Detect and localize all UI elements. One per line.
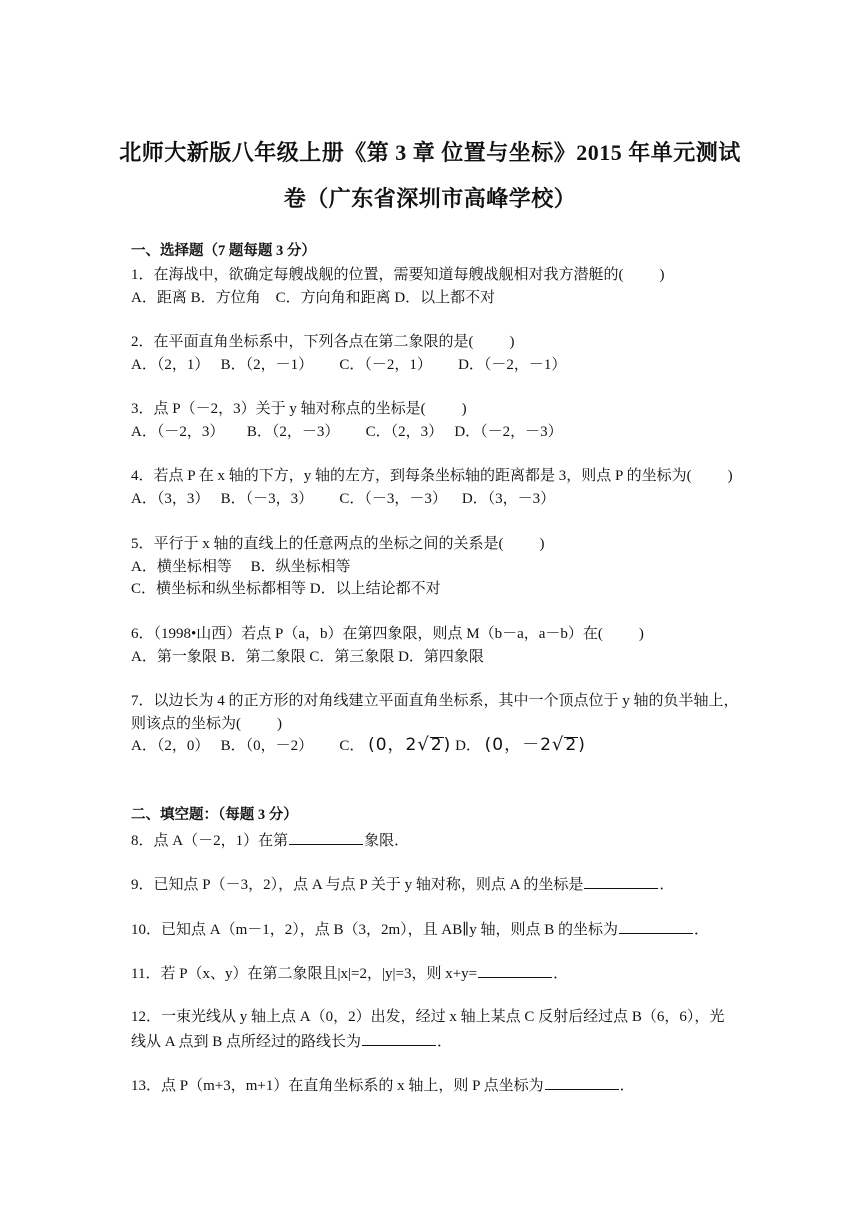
question-9 bbox=[131, 874, 674, 894]
question-6-options: A．第一象限 B．第二象限 C．第三象限 D．第四象限 bbox=[131, 649, 484, 665]
question-11-suffix: ． bbox=[553, 966, 569, 982]
option-d-radicand: 2 bbox=[565, 735, 578, 755]
question-3-stem bbox=[131, 400, 467, 418]
question-12-text: 线从 A 点到 B 点所经过的路线长为 bbox=[131, 1034, 362, 1050]
exam-title-line-2: 卷（广东省深圳市高峰学校） bbox=[283, 186, 577, 211]
question-7-stem-line-1: 7．以边长为 4 的正方形的对角线建立平面直角坐标系，其中一个顶点位于 y 轴的负半轴上， bbox=[131, 693, 739, 709]
question-2-stem bbox=[131, 333, 515, 351]
answer-blank[interactable] bbox=[584, 874, 658, 889]
question-2-text: 2．在平面直角坐标系中，下列各点在第二象限的是( bbox=[131, 334, 474, 350]
question-6-paren-close: ) bbox=[638, 626, 644, 642]
question-13 bbox=[131, 1075, 635, 1095]
question-7-options bbox=[131, 736, 586, 755]
radical-sign: √ bbox=[551, 734, 565, 755]
section-heading-choice: 一、选择题（7 题每题 3 分） bbox=[131, 243, 316, 259]
question-1-paren-close: ) bbox=[659, 267, 665, 283]
question-5-text: 5．平行于 x 轴的直线上的任意两点的坐标之间的关系是( bbox=[131, 536, 504, 552]
question-12-suffix: ． bbox=[437, 1034, 453, 1050]
question-8-text: 8．点 A（－2，1）在第 bbox=[131, 833, 289, 849]
question-9-text: 9．已知点 P（－3，2），点 A 与点 P 关于 y 轴对称，则点 A 的坐标是 bbox=[131, 877, 584, 893]
question-4-stem bbox=[131, 467, 733, 485]
question-11-text: 11．若 P（x、y）在第二象限且|x|=2，|y|=3，则 x+y= bbox=[131, 966, 478, 982]
exam-title-line-1: 北师大新版八年级上册《第 3 章 位置与坐标》2015 年单元测试 bbox=[119, 140, 741, 165]
question-11 bbox=[131, 963, 568, 983]
question-10-text: 10．已知点 A（m－1，2），点 B（3，2m），且 AB∥y 轴，则点 B 的坐标为 bbox=[131, 922, 618, 938]
question-9-suffix: ． bbox=[659, 877, 675, 893]
question-2-options: A．（2，1） B．（2，－1） C．（－2，1） D．（－2，－1） bbox=[131, 357, 567, 373]
question-5-stem bbox=[131, 535, 545, 553]
question-10 bbox=[131, 919, 709, 939]
question-7-option-d-formula bbox=[485, 735, 586, 755]
question-12-line-1: 12．一束光线从 y 轴上点 A（0，2）出发，经过 x 轴上某点 C 反射后经过点 B（6，6），光 bbox=[131, 1009, 725, 1025]
question-4-paren-close: ) bbox=[727, 468, 733, 484]
question-13-text: 13．点 P（m+3，m+1）在直角坐标系的 x 轴上，则 P 点坐标为 bbox=[131, 1078, 544, 1094]
question-7-stem-line-2 bbox=[131, 715, 282, 733]
question-4-options: A．（3，3） B．（－3，3） C．（－3，－3） D．（3，－3） bbox=[131, 491, 556, 507]
section-heading-fill-in: 二、填空题：（每题 3 分） bbox=[131, 807, 298, 823]
option-d-suffix: ) bbox=[578, 735, 586, 755]
answer-blank[interactable] bbox=[478, 963, 552, 978]
question-6-text: 6．（1998•山西）若点 P（a，b）在第四象限，则点 M（b－a，a－b）在( bbox=[131, 626, 603, 642]
question-13-suffix: ． bbox=[619, 1078, 635, 1094]
question-7-paren-close: ) bbox=[277, 716, 282, 732]
question-3-options: A．（－2，3） B．（2，－3） C．（2，3） D．（－2，－3） bbox=[131, 424, 563, 440]
question-10-suffix: ． bbox=[693, 922, 709, 938]
option-d-prefix: (0，－2 bbox=[484, 735, 552, 755]
question-2-paren-close: ) bbox=[509, 334, 515, 350]
question-8-suffix: 象限． bbox=[364, 833, 410, 849]
option-c-radicand: 2 bbox=[430, 735, 443, 755]
question-7-text: 则该点的坐标为( bbox=[131, 716, 241, 732]
question-12-line-2 bbox=[131, 1031, 452, 1051]
question-7-option-c-formula bbox=[368, 735, 451, 755]
option-c-prefix: (0，2 bbox=[368, 735, 418, 755]
question-5-paren-close: ) bbox=[539, 536, 545, 552]
radical-sign: √ bbox=[417, 734, 430, 755]
question-5-options-ab: A．横坐标相等 B．纵坐标相等 bbox=[131, 559, 351, 575]
answer-blank[interactable] bbox=[362, 1031, 436, 1046]
question-1-text: 1．在海战中，欲确定每艘战舰的位置，需要知道每艘战舰相对我方潜艇的( bbox=[131, 267, 624, 283]
answer-blank[interactable] bbox=[545, 1075, 619, 1090]
question-7-options-ab: A．（2，0） B．（0，－2） C． bbox=[131, 738, 365, 754]
option-c-suffix: ) bbox=[443, 735, 452, 755]
answer-blank[interactable] bbox=[619, 919, 693, 934]
question-6-stem bbox=[131, 625, 644, 643]
question-8 bbox=[131, 830, 409, 850]
question-1-options: A．距离 B．方位角 C．方向角和距离 D．以上都不对 bbox=[131, 290, 496, 306]
question-1-stem bbox=[131, 266, 665, 284]
question-7-option-d-label: D． bbox=[455, 738, 481, 754]
question-3-paren-close: ) bbox=[461, 401, 467, 417]
answer-blank[interactable] bbox=[289, 830, 363, 845]
question-3-text: 3．点 P（－2，3）关于 y 轴对称点的坐标是( bbox=[131, 401, 426, 417]
question-5-options-cd: C．横坐标和纵坐标都相等 D．以上结论都不对 bbox=[131, 581, 441, 597]
question-4-text: 4．若点 P 在 x 轴的下方，y 轴的左方，到每条坐标轴的距离都是 3，则点 P 的坐标为( bbox=[131, 468, 692, 484]
